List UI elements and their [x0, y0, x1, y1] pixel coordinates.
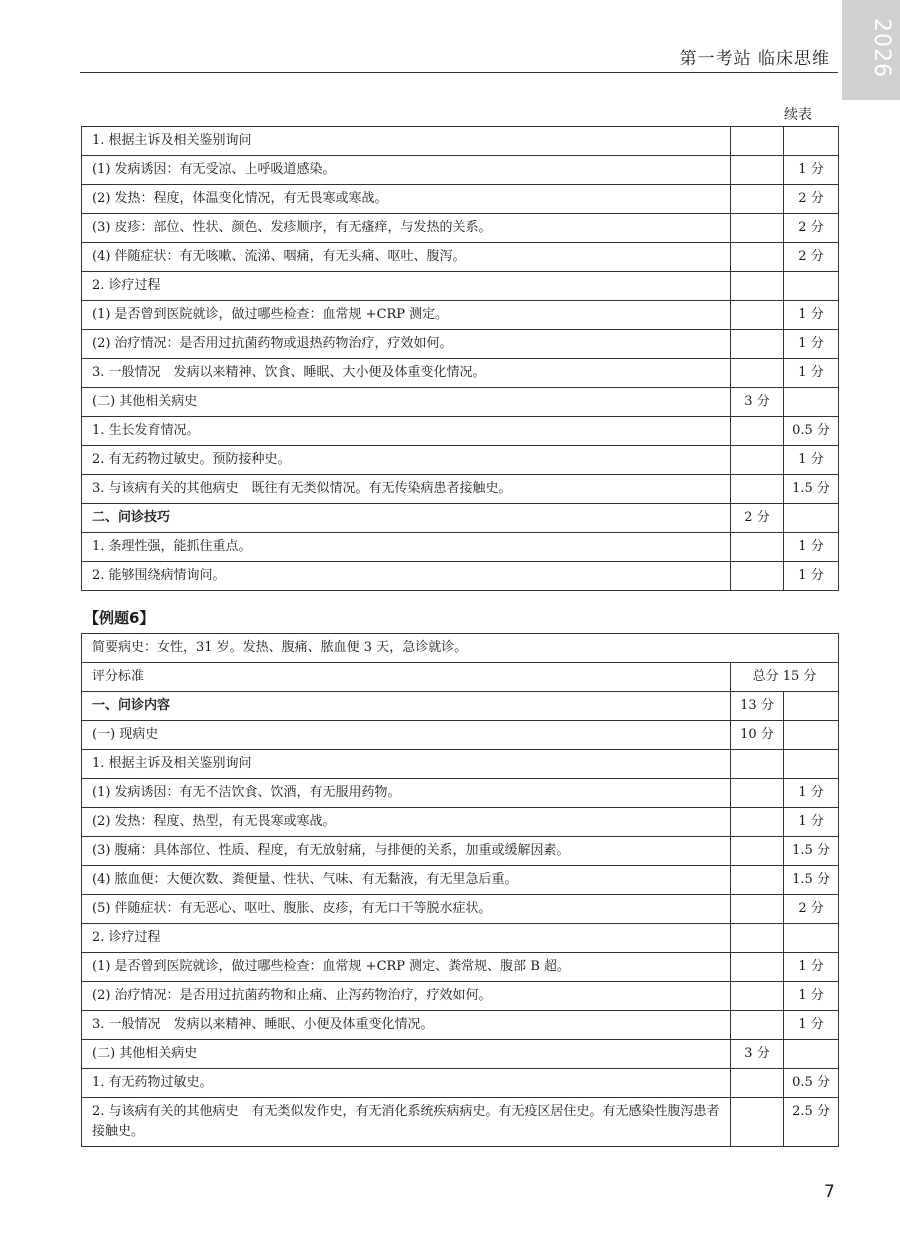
- item-score: [784, 504, 839, 533]
- section-score: [731, 895, 784, 924]
- item-text: (2) 治疗情况：是否用过抗菌药物和止痛、止泻药物治疗，疗效如何。: [82, 982, 731, 1011]
- table-row: [82, 924, 839, 953]
- section-score: 3 分: [731, 1040, 784, 1069]
- table-row: [82, 533, 839, 562]
- table-row: [82, 388, 839, 417]
- item-text: 2. 诊疗过程: [82, 924, 731, 953]
- section-score: [731, 156, 784, 185]
- section-score: [731, 924, 784, 953]
- item-text: (4) 脓血便：大便次数、粪便量、性状、气味、有无黏液，有无里急后重。: [82, 866, 731, 895]
- section-score: [731, 475, 784, 504]
- item-score: 1.5 分: [784, 837, 839, 866]
- table-row: [82, 330, 839, 359]
- section-score: [731, 866, 784, 895]
- item-score: 2 分: [784, 895, 839, 924]
- item-score: 0.5 分: [784, 1069, 839, 1098]
- table-row: [82, 359, 839, 388]
- section-score: [731, 417, 784, 446]
- running-header: 第一考站 临床思维: [679, 49, 830, 69]
- item-score: 1.5 分: [784, 866, 839, 895]
- item-score: 1 分: [784, 1011, 839, 1040]
- item-text: (二) 其他相关病史: [82, 388, 731, 417]
- item-score: 1 分: [784, 779, 839, 808]
- scoring-table-continued: [81, 126, 839, 591]
- item-text: 1. 有无药物过敏史。: [82, 1069, 731, 1098]
- section-score: [731, 750, 784, 779]
- item-text: (1) 是否曾到医院就诊，做过哪些检查：血常规 +CRP 测定。: [82, 301, 731, 330]
- table-row: [82, 866, 839, 895]
- item-score: [784, 388, 839, 417]
- table-row: [82, 243, 839, 272]
- section-score: [731, 837, 784, 866]
- table-row: [82, 127, 839, 156]
- table-row: [82, 895, 839, 924]
- table-row: [82, 504, 839, 533]
- item-score: [784, 692, 839, 721]
- table-row: [82, 982, 839, 1011]
- item-score: 2 分: [784, 214, 839, 243]
- table-row: [82, 721, 839, 750]
- section-score: [731, 301, 784, 330]
- table-row: [82, 185, 839, 214]
- item-text: 2. 与该病有关的其他病史 有无类似发作史，有无消化系统疾病病史。有无疫区居住史。有无感染性腹泻患者接触史。: [82, 1098, 731, 1147]
- item-text: 2. 有无药物过敏史。预防接种史。: [82, 446, 731, 475]
- item-text: 二、问诊技巧: [82, 504, 731, 533]
- item-score: 1 分: [784, 808, 839, 837]
- item-score: 1 分: [784, 982, 839, 1011]
- section-score: [731, 243, 784, 272]
- table-row: [82, 446, 839, 475]
- table-row: [82, 692, 839, 721]
- item-text: (3) 皮疹：部位、性状、颜色、发疹顺序，有无瘙痒，与发热的关系。: [82, 214, 731, 243]
- section-score: [731, 808, 784, 837]
- item-score: 2.5 分: [784, 1098, 839, 1147]
- edition-year: 2026: [869, 18, 894, 78]
- section-score: [731, 446, 784, 475]
- item-text: (4) 伴随症状：有无咳嗽、流涕、咽痛，有无头痛、呕吐、腹泻。: [82, 243, 731, 272]
- item-score: 1 分: [784, 446, 839, 475]
- section-score: [731, 562, 784, 591]
- item-score: [784, 924, 839, 953]
- section-score: 3 分: [731, 388, 784, 417]
- section-score: [731, 533, 784, 562]
- item-score: 1 分: [784, 301, 839, 330]
- example-title: 【例题6】: [84, 609, 155, 627]
- section-score: 13 分: [731, 692, 784, 721]
- section-score: 10 分: [731, 721, 784, 750]
- item-text: (2) 发热：程度、热型，有无畏寒或寒战。: [82, 808, 731, 837]
- header-rule: [80, 72, 838, 73]
- item-score: 1 分: [784, 156, 839, 185]
- page-number: 7: [824, 1182, 835, 1202]
- table-row: [82, 837, 839, 866]
- item-text: 2. 能够围绕病情询问。: [82, 562, 731, 591]
- table-row: [82, 156, 839, 185]
- item-text: (1) 发病诱因：有无受凉、上呼吸道感染。: [82, 156, 731, 185]
- table-row: [82, 301, 839, 330]
- table-row: [82, 1011, 839, 1040]
- table-row: [82, 272, 839, 301]
- item-score: 1 分: [784, 953, 839, 982]
- item-score: [784, 721, 839, 750]
- section-score: 2 分: [731, 504, 784, 533]
- item-score: 0.5 分: [784, 417, 839, 446]
- section-score: [731, 982, 784, 1011]
- item-score: 2 分: [784, 185, 839, 214]
- item-text: (1) 发病诱因：有无不洁饮食、饮酒，有无服用药物。: [82, 779, 731, 808]
- continued-label: 续表: [784, 107, 812, 123]
- item-text: 1. 生长发育情况。: [82, 417, 731, 446]
- section-score: [731, 779, 784, 808]
- table-row: [82, 1069, 839, 1098]
- table-row: [82, 808, 839, 837]
- table-row: [82, 1098, 839, 1147]
- item-text: (2) 发热：程度，体温变化情况，有无畏寒或寒战。: [82, 185, 731, 214]
- section-score: [731, 359, 784, 388]
- item-score: 1 分: [784, 562, 839, 591]
- criteria-label: 评分标准: [82, 663, 731, 692]
- table-row: [82, 750, 839, 779]
- table-row: [82, 417, 839, 446]
- item-score: 1 分: [784, 359, 839, 388]
- section-score: [731, 1011, 784, 1040]
- item-text: 1. 根据主诉及相关鉴别询问: [82, 750, 731, 779]
- item-text: 一、问诊内容: [82, 692, 731, 721]
- table-row: [82, 475, 839, 504]
- item-text: (一) 现病史: [82, 721, 731, 750]
- item-score: [784, 127, 839, 156]
- section-score: [731, 185, 784, 214]
- case-summary: 简要病史：女性，31 岁。发热、腹痛、脓血便 3 天，急诊就诊。: [82, 634, 839, 663]
- table-row: [82, 562, 839, 591]
- item-score: 1 分: [784, 330, 839, 359]
- item-text: 3. 与该病有关的其他病史 既往有无类似情况。有无传染病患者接触史。: [82, 475, 731, 504]
- table-row: [82, 214, 839, 243]
- item-score: [784, 272, 839, 301]
- section-score: [731, 953, 784, 982]
- item-score: [784, 750, 839, 779]
- side-tab: [842, 0, 900, 100]
- item-text: 3. 一般情况 发病以来精神、饮食、睡眠、大小便及体重变化情况。: [82, 359, 731, 388]
- item-text: 1. 条理性强，能抓住重点。: [82, 533, 731, 562]
- item-text: (3) 腹痛：具体部位、性质、程度，有无放射痛，与排便的关系，加重或缓解因素。: [82, 837, 731, 866]
- item-score: [784, 1040, 839, 1069]
- section-score: [731, 1098, 784, 1147]
- item-score: 1 分: [784, 533, 839, 562]
- section-score: [731, 330, 784, 359]
- section-score: [731, 127, 784, 156]
- item-score: 2 分: [784, 243, 839, 272]
- summary-row: [82, 634, 839, 663]
- item-text: (5) 伴随症状：有无恶心、呕吐、腹胀、皮疹，有无口干等脱水症状。: [82, 895, 731, 924]
- item-text: (二) 其他相关病史: [82, 1040, 731, 1069]
- table-row: [82, 1040, 839, 1069]
- section-score: [731, 272, 784, 301]
- total-score: 总分 15 分: [731, 663, 839, 692]
- table-row: [82, 779, 839, 808]
- section-score: [731, 214, 784, 243]
- item-text: 2. 诊疗过程: [82, 272, 731, 301]
- criteria-row: [82, 663, 839, 692]
- item-text: (2) 治疗情况：是否用过抗菌药物或退热药物治疗，疗效如何。: [82, 330, 731, 359]
- scoring-table-example-6: [81, 633, 839, 1147]
- section-score: [731, 1069, 784, 1098]
- item-text: 1. 根据主诉及相关鉴别询问: [82, 127, 731, 156]
- item-text: 3. 一般情况 发病以来精神、睡眠、小便及体重变化情况。: [82, 1011, 731, 1040]
- item-text: (1) 是否曾到医院就诊，做过哪些检查：血常规 +CRP 测定、粪常规、腹部 B 超。: [82, 953, 731, 982]
- item-score: 1.5 分: [784, 475, 839, 504]
- table-row: [82, 953, 839, 982]
